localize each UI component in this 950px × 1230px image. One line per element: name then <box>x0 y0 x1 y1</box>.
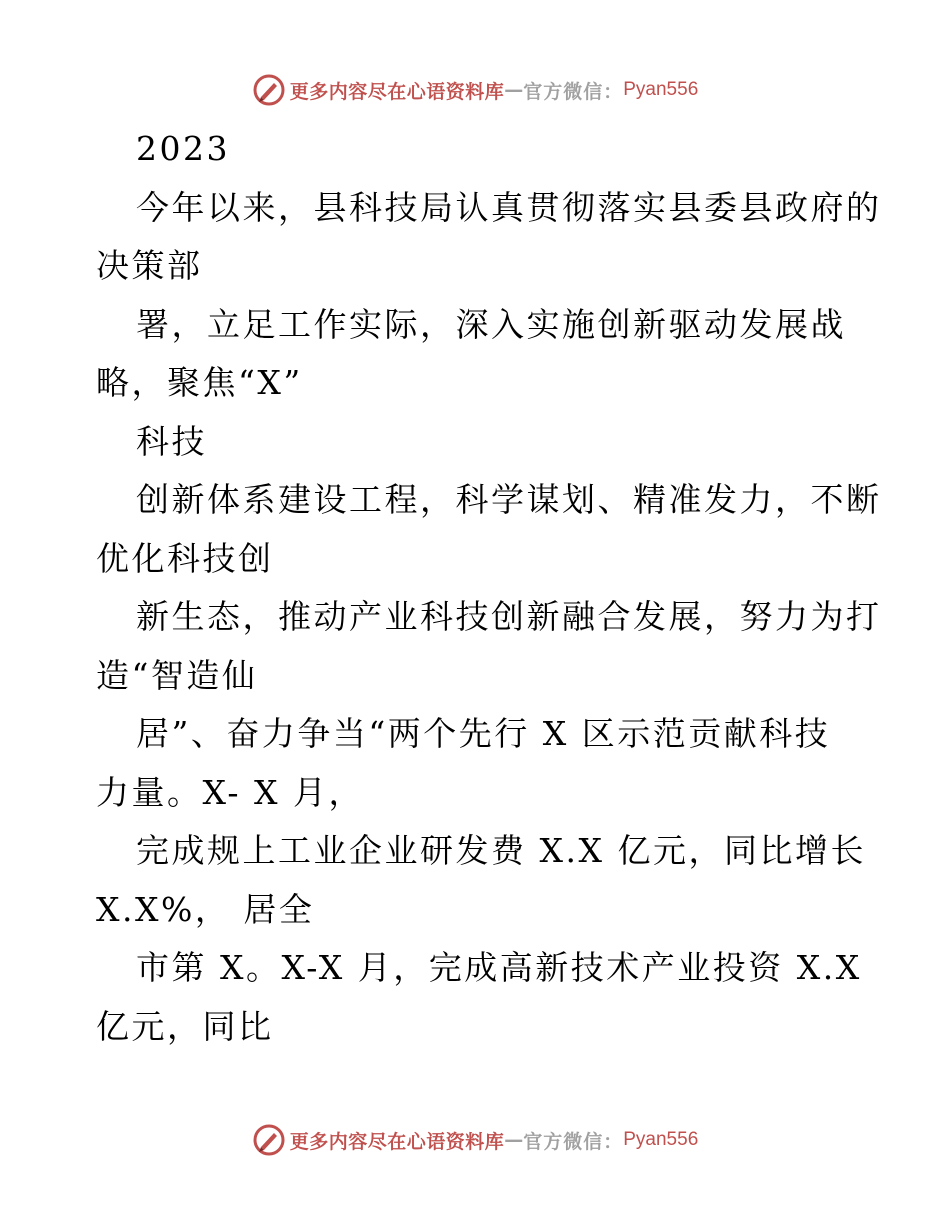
text-line: 优化科技创 <box>96 538 274 578</box>
text-line: 2023 <box>136 129 230 168</box>
watermark-main-text: 更多内容尽在心语资料库 <box>289 1130 505 1153</box>
footer-watermark <box>0 1120 950 1160</box>
watermark-wechat-label: 官方微信： <box>523 80 624 103</box>
text-line: 力量。X- X 月， <box>96 772 364 812</box>
header-watermark <box>0 70 950 110</box>
text-line: 创新体系建设工程，科学谋划、精准发力，不断 <box>136 480 882 519</box>
watermark-wechat-label: 官方微信： <box>523 1130 624 1153</box>
text-line: X.X%， 居全 <box>96 889 315 929</box>
text-line: 略，聚焦“X” <box>96 363 303 402</box>
watermark-separator: — <box>504 79 524 101</box>
pen-circle-logo-icon <box>252 73 286 107</box>
text-line: 署，立足工作实际，深入实施创新驱动发展战 <box>136 304 846 344</box>
text-line: 新生态，推动产业科技创新融合发展，努力为打 <box>136 597 882 636</box>
document-body <box>96 120 882 1056</box>
text-line: 居”、奋力争当“两个先行 X 区示范贡献科技 <box>136 714 831 753</box>
watermark-wechat-id: Pyan556 <box>623 1129 699 1150</box>
pen-circle-logo-icon <box>252 1123 286 1157</box>
text-line: 完成规上工业企业研发费 X.X 亿元，同比增长 <box>136 831 866 870</box>
text-line: 市第 X。X-X 月，完成高新技术产业投资 X.X <box>136 948 862 987</box>
watermark-main-text: 更多内容尽在心语资料库 <box>289 80 505 103</box>
text-line: 造“智造仙 <box>96 655 258 695</box>
text-line: 今年以来，县科技局认真贯彻落实县委县政府的 <box>136 187 882 227</box>
watermark-wechat-id: Pyan556 <box>623 79 699 100</box>
text-line: 亿元，同比 <box>96 1006 274 1046</box>
text-line: 科技 <box>136 421 207 461</box>
text-line: 决策部 <box>96 246 203 285</box>
watermark-separator: — <box>504 1129 524 1151</box>
